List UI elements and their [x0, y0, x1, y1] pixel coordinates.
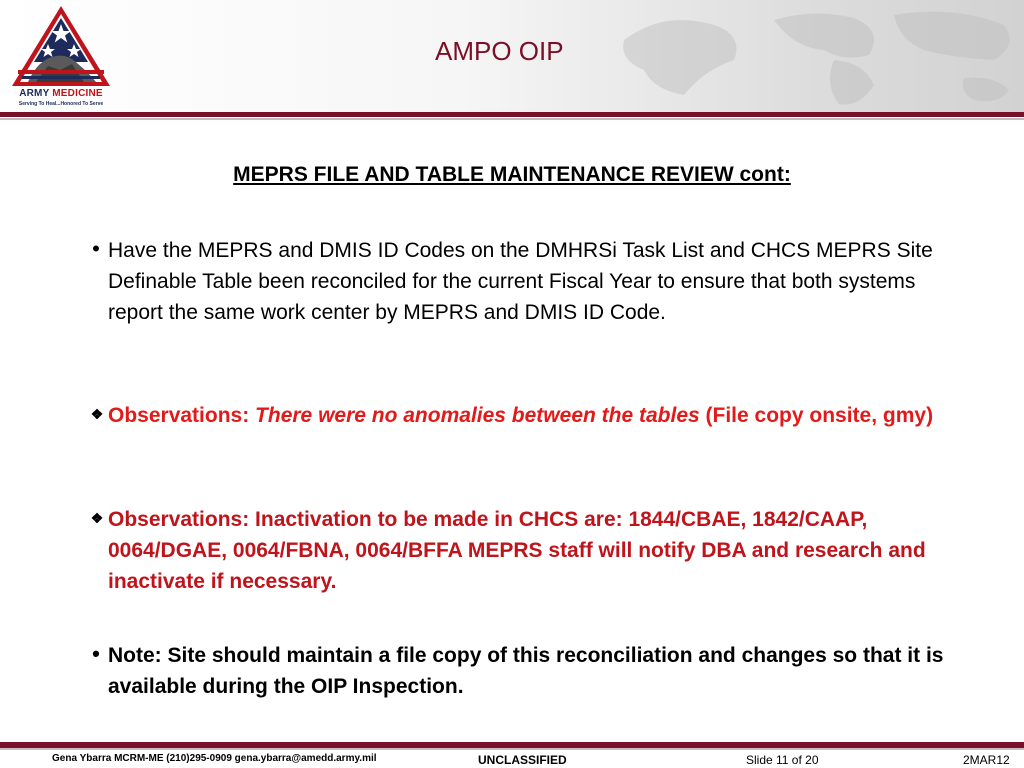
world-map-watermark	[604, 0, 1024, 112]
note-text: Note: Site should maintain a file copy of this reconciliation and changes so that it is available during the OIP Inspection.	[108, 644, 944, 698]
bullet-text: Have the MEPRS and DMIS ID Codes on the DMHRSi Task List and CHCS MEPRS Site Definable Table been reconciled for the current Fiscal Year to ensure that both systems report the same work center by MEPRS and DMIS ID Code.	[108, 239, 933, 324]
observation-item	[84, 400, 964, 431]
slide-header	[0, 0, 1024, 112]
logo-title-army: ARMY	[19, 88, 50, 99]
bullet-dot: •	[92, 641, 100, 666]
header-rule-shadow	[0, 118, 1024, 120]
diamond-bullet-icon: ❖	[90, 510, 102, 526]
note-item	[84, 640, 964, 702]
logo-title-medicine: MEDICINE	[52, 88, 103, 99]
observation-text: Observations: Inactivation to be made in CHCS are: 1844/CBAE, 1842/CAAP, 0064/DGAE, 0064/FBNA, 0064/BFFA MEPRS staff will notify DBA and research and inactivate if necessary.	[108, 508, 926, 593]
footer-classification: UNCLASSIFIED	[478, 753, 567, 767]
footer-slide-number: Slide 11 of 20	[746, 753, 819, 767]
footer-date: 2MAR12	[963, 753, 1010, 767]
diamond-bullet-icon: ❖	[90, 406, 102, 422]
observation-italic: There were no anomalies between the tables	[255, 404, 700, 427]
footer-contact: Gena Ybarra MCRM-ME (210)295-0909 gena.ybarra@amedd.army.mil	[52, 753, 377, 764]
army-medicine-logo	[8, 4, 114, 108]
slide-title: AMPO OIP	[435, 36, 564, 66]
observation-text	[108, 400, 964, 431]
observation-label: Observations:	[108, 404, 256, 427]
logo-subtitle: Serving To Heal...Honored To Serve	[18, 101, 104, 107]
section-heading: MEPRS FILE AND TABLE MAINTENANCE REVIEW cont:	[233, 163, 791, 186]
logo-emblem	[8, 4, 114, 88]
logo-title	[8, 88, 114, 99]
observation-rest: (File copy onsite, gmy)	[699, 404, 934, 427]
bullet-dot: •	[92, 236, 100, 261]
observation-item	[84, 504, 964, 597]
slide-footer	[0, 750, 1024, 768]
bullet-item	[84, 235, 964, 328]
header-rule	[0, 112, 1024, 117]
